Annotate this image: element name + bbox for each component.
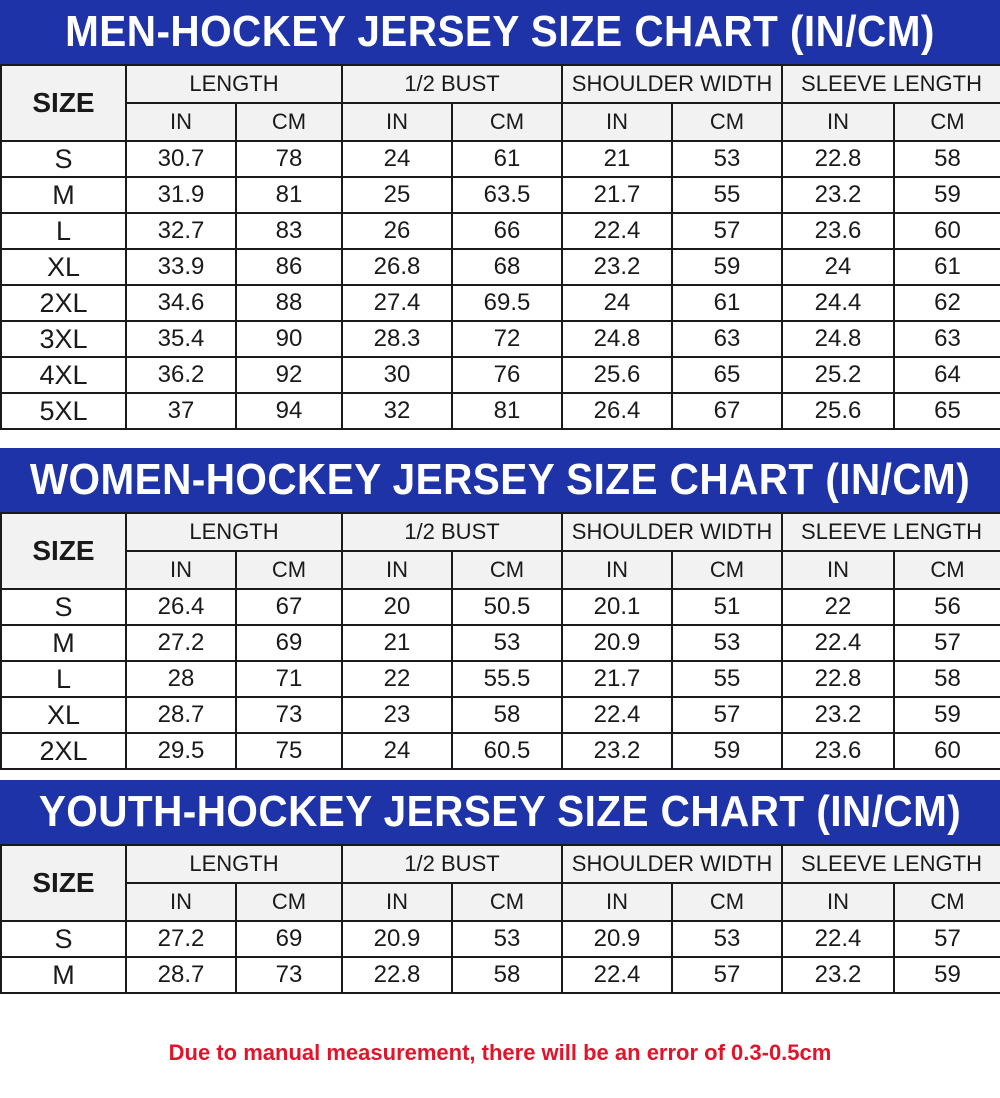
unit-header: CM xyxy=(236,103,342,141)
measurement-cell: 69.5 xyxy=(452,285,562,321)
bust-header: 1/2 BUST xyxy=(342,845,562,883)
table-row xyxy=(1,957,1000,993)
measurement-cell: 53 xyxy=(672,921,782,957)
youth-size-table xyxy=(0,844,1000,994)
measurement-cell: 60.5 xyxy=(452,733,562,769)
measurement-cell: 65 xyxy=(672,357,782,393)
measurement-cell: 21.7 xyxy=(562,177,672,213)
unit-header: CM xyxy=(894,103,1000,141)
measurement-cell: 59 xyxy=(894,957,1000,993)
measurement-cell: 53 xyxy=(452,625,562,661)
measurement-cell: 27.2 xyxy=(126,921,236,957)
measurement-cell: 23.2 xyxy=(782,697,894,733)
measurement-cell: 58 xyxy=(894,141,1000,177)
measurement-cell: 69 xyxy=(236,625,342,661)
sleeve-header: SLEEVE LENGTH xyxy=(782,65,1000,103)
measurement-cell: 66 xyxy=(452,213,562,249)
measurement-cell: 90 xyxy=(236,321,342,357)
unit-header: IN xyxy=(126,883,236,921)
table-row xyxy=(1,733,1000,769)
measurement-cell: 24 xyxy=(342,141,452,177)
table-row xyxy=(1,141,1000,177)
measurement-cell: 75 xyxy=(236,733,342,769)
unit-header: IN xyxy=(782,883,894,921)
measurement-cell: 37 xyxy=(126,393,236,429)
table-row xyxy=(1,393,1000,429)
measurement-cell: 57 xyxy=(672,213,782,249)
measurement-cell: 30.7 xyxy=(126,141,236,177)
measurement-cell: 22.4 xyxy=(782,625,894,661)
men-title: MEN-HOCKEY JERSEY SIZE CHART (IN/CM) xyxy=(40,0,960,64)
sleeve-header: SLEEVE LENGTH xyxy=(782,513,1000,551)
men-section xyxy=(0,0,1000,430)
measurement-cell: 55 xyxy=(672,177,782,213)
size-cell: 2XL xyxy=(1,285,126,321)
table-row xyxy=(1,661,1000,697)
measurement-cell: 61 xyxy=(672,285,782,321)
measurement-cell: 26.4 xyxy=(126,589,236,625)
measurement-cell: 32.7 xyxy=(126,213,236,249)
measurement-cell: 72 xyxy=(452,321,562,357)
measurement-cell: 21 xyxy=(562,141,672,177)
men-table-body xyxy=(1,141,1000,429)
measurement-cell: 59 xyxy=(672,249,782,285)
measurement-cell: 23 xyxy=(342,697,452,733)
measurement-cell: 51 xyxy=(672,589,782,625)
measurement-cell: 58 xyxy=(452,697,562,733)
measurement-cell: 81 xyxy=(236,177,342,213)
measurement-cell: 58 xyxy=(452,957,562,993)
measurement-note: Due to manual measurement, there will be an error of 0.3-0.5cm xyxy=(168,1040,832,1065)
measurement-cell: 56 xyxy=(894,589,1000,625)
shoulder-header: SHOULDER WIDTH xyxy=(562,513,782,551)
measurement-cell: 20.9 xyxy=(342,921,452,957)
measurement-cell: 57 xyxy=(672,697,782,733)
measurement-cell: 22.8 xyxy=(342,957,452,993)
measurement-cell: 26 xyxy=(342,213,452,249)
unit-header: IN xyxy=(782,103,894,141)
women-section xyxy=(0,448,1000,770)
measurement-cell: 35.4 xyxy=(126,321,236,357)
table-row xyxy=(1,321,1000,357)
table-row xyxy=(1,625,1000,661)
measurement-cell: 23.2 xyxy=(562,249,672,285)
men-size-table xyxy=(0,64,1000,430)
measurement-cell: 69 xyxy=(236,921,342,957)
measurement-cell: 22 xyxy=(342,661,452,697)
measurement-cell: 24.8 xyxy=(562,321,672,357)
measurement-cell: 83 xyxy=(236,213,342,249)
measurement-cell: 32 xyxy=(342,393,452,429)
unit-header: IN xyxy=(562,883,672,921)
size-cell: 2XL xyxy=(1,733,126,769)
unit-header: CM xyxy=(452,103,562,141)
table-row xyxy=(1,589,1000,625)
measurement-cell: 88 xyxy=(236,285,342,321)
women-table-body xyxy=(1,589,1000,769)
measurement-cell: 26.4 xyxy=(562,393,672,429)
size-header: SIZE xyxy=(1,513,126,589)
measurement-cell: 53 xyxy=(672,141,782,177)
measurement-cell: 61 xyxy=(452,141,562,177)
size-header: SIZE xyxy=(1,65,126,141)
measurement-cell: 33.9 xyxy=(126,249,236,285)
measurement-cell: 73 xyxy=(236,697,342,733)
measurement-cell: 21.7 xyxy=(562,661,672,697)
measurement-cell: 21 xyxy=(342,625,452,661)
measurement-cell: 63 xyxy=(672,321,782,357)
measurement-cell: 59 xyxy=(894,697,1000,733)
measurement-cell: 73 xyxy=(236,957,342,993)
measurement-cell: 50.5 xyxy=(452,589,562,625)
measurement-cell: 23.6 xyxy=(782,213,894,249)
women-size-table xyxy=(0,512,1000,770)
measurement-cell: 61 xyxy=(894,249,1000,285)
size-header: SIZE xyxy=(1,845,126,921)
size-cell: XL xyxy=(1,697,126,733)
youth-title-bar xyxy=(0,780,1000,844)
table-row xyxy=(1,697,1000,733)
measurement-cell: 24 xyxy=(782,249,894,285)
men-title-bar xyxy=(0,0,1000,64)
measurement-cell: 22 xyxy=(782,589,894,625)
measurement-cell: 26.8 xyxy=(342,249,452,285)
table-row xyxy=(1,177,1000,213)
unit-header: IN xyxy=(342,883,452,921)
measurement-cell: 57 xyxy=(894,625,1000,661)
size-cell: M xyxy=(1,625,126,661)
unit-header: CM xyxy=(672,103,782,141)
measurement-cell: 30 xyxy=(342,357,452,393)
measurement-cell: 28.7 xyxy=(126,697,236,733)
measurement-cell: 59 xyxy=(672,733,782,769)
measurement-cell: 25.6 xyxy=(782,393,894,429)
unit-header: IN xyxy=(126,551,236,589)
measurement-cell: 22.4 xyxy=(562,957,672,993)
youth-section xyxy=(0,780,1000,994)
measurement-cell: 55.5 xyxy=(452,661,562,697)
length-header: LENGTH xyxy=(126,65,342,103)
measurement-cell: 27.2 xyxy=(126,625,236,661)
measurement-cell: 23.2 xyxy=(782,177,894,213)
measurement-cell: 23.6 xyxy=(782,733,894,769)
size-cell: 3XL xyxy=(1,321,126,357)
unit-header: IN xyxy=(342,551,452,589)
measurement-cell: 24 xyxy=(562,285,672,321)
length-header: LENGTH xyxy=(126,513,342,551)
measurement-cell: 24.4 xyxy=(782,285,894,321)
women-title-bar xyxy=(0,448,1000,512)
measurement-cell: 81 xyxy=(452,393,562,429)
measurement-cell: 34.6 xyxy=(126,285,236,321)
measurement-cell: 29.5 xyxy=(126,733,236,769)
unit-header: IN xyxy=(562,551,672,589)
unit-header: IN xyxy=(782,551,894,589)
measurement-cell: 24 xyxy=(342,733,452,769)
measurement-cell: 36.2 xyxy=(126,357,236,393)
unit-header: IN xyxy=(126,103,236,141)
measurement-cell: 68 xyxy=(452,249,562,285)
measurement-cell: 60 xyxy=(894,213,1000,249)
measurement-cell: 62 xyxy=(894,285,1000,321)
measurement-cell: 20.1 xyxy=(562,589,672,625)
measurement-cell: 86 xyxy=(236,249,342,285)
measurement-cell: 58 xyxy=(894,661,1000,697)
table-row xyxy=(1,285,1000,321)
measurement-cell: 24.8 xyxy=(782,321,894,357)
size-cell: S xyxy=(1,141,126,177)
size-cell: 4XL xyxy=(1,357,126,393)
measurement-cell: 78 xyxy=(236,141,342,177)
measurement-cell: 27.4 xyxy=(342,285,452,321)
unit-header: CM xyxy=(894,883,1000,921)
table-row xyxy=(1,921,1000,957)
unit-header: CM xyxy=(672,883,782,921)
measurement-cell: 59 xyxy=(894,177,1000,213)
measurement-cell: 25.6 xyxy=(562,357,672,393)
size-cell: L xyxy=(1,213,126,249)
measurement-cell: 55 xyxy=(672,661,782,697)
measurement-cell: 57 xyxy=(894,921,1000,957)
measurement-cell: 20.9 xyxy=(562,921,672,957)
unit-header: CM xyxy=(452,883,562,921)
measurement-cell: 57 xyxy=(672,957,782,993)
table-row xyxy=(1,249,1000,285)
unit-header: CM xyxy=(236,883,342,921)
unit-header: IN xyxy=(342,103,452,141)
table-row xyxy=(1,357,1000,393)
sleeve-header: SLEEVE LENGTH xyxy=(782,845,1000,883)
measurement-cell: 25 xyxy=(342,177,452,213)
shoulder-header: SHOULDER WIDTH xyxy=(562,845,782,883)
table-row xyxy=(1,213,1000,249)
measurement-cell: 22.4 xyxy=(562,697,672,733)
measurement-cell: 22.4 xyxy=(782,921,894,957)
youth-table-body xyxy=(1,921,1000,993)
measurement-cell: 20.9 xyxy=(562,625,672,661)
women-title: WOMEN-HOCKEY JERSEY SIZE CHART (IN/CM) xyxy=(40,448,960,512)
measurement-cell: 67 xyxy=(672,393,782,429)
measurement-cell: 67 xyxy=(236,589,342,625)
measurement-cell: 76 xyxy=(452,357,562,393)
bust-header: 1/2 BUST xyxy=(342,65,562,103)
measurement-cell: 25.2 xyxy=(782,357,894,393)
size-cell: M xyxy=(1,957,126,993)
measurement-cell: 28.7 xyxy=(126,957,236,993)
size-cell: S xyxy=(1,921,126,957)
measurement-cell: 22.8 xyxy=(782,661,894,697)
measurement-cell: 63 xyxy=(894,321,1000,357)
size-cell: XL xyxy=(1,249,126,285)
measurement-cell: 28.3 xyxy=(342,321,452,357)
measurement-cell: 71 xyxy=(236,661,342,697)
measurement-cell: 31.9 xyxy=(126,177,236,213)
size-cell: M xyxy=(1,177,126,213)
size-cell: L xyxy=(1,661,126,697)
shoulder-header: SHOULDER WIDTH xyxy=(562,65,782,103)
measurement-cell: 28 xyxy=(126,661,236,697)
measurement-cell: 23.2 xyxy=(782,957,894,993)
length-header: LENGTH xyxy=(126,845,342,883)
bust-header: 1/2 BUST xyxy=(342,513,562,551)
measurement-cell: 63.5 xyxy=(452,177,562,213)
youth-title: YOUTH-HOCKEY JERSEY SIZE CHART (IN/CM) xyxy=(40,780,960,844)
unit-header: IN xyxy=(562,103,672,141)
size-cell: S xyxy=(1,589,126,625)
measurement-cell: 92 xyxy=(236,357,342,393)
size-cell: 5XL xyxy=(1,393,126,429)
measurement-cell: 22.4 xyxy=(562,213,672,249)
unit-header: CM xyxy=(236,551,342,589)
unit-header: CM xyxy=(452,551,562,589)
measurement-cell: 64 xyxy=(894,357,1000,393)
measurement-cell: 23.2 xyxy=(562,733,672,769)
unit-header: CM xyxy=(894,551,1000,589)
measurement-cell: 20 xyxy=(342,589,452,625)
measurement-cell: 65 xyxy=(894,393,1000,429)
measurement-cell: 22.8 xyxy=(782,141,894,177)
measurement-cell: 53 xyxy=(452,921,562,957)
unit-header: CM xyxy=(672,551,782,589)
measurement-cell: 60 xyxy=(894,733,1000,769)
measurement-cell: 94 xyxy=(236,393,342,429)
measurement-cell: 53 xyxy=(672,625,782,661)
